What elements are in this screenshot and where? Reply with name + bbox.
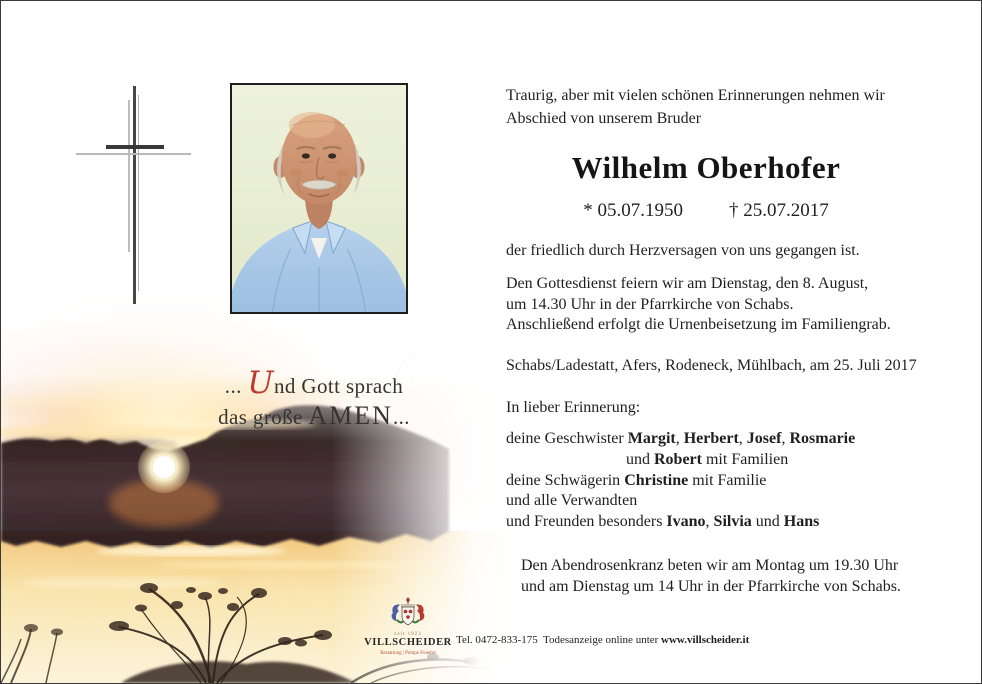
brand-name: VILLSCHEIDER [364, 637, 452, 648]
memory-text: und alle Verwandten [506, 492, 638, 510]
relative-name: Josef [746, 430, 782, 447]
service-line: um 14.30 Uhr in der Pfarrkirche von Schabs. [506, 295, 794, 313]
service-announcement [506, 274, 891, 336]
memory-text: und [751, 513, 784, 531]
mourning-family-list [506, 429, 855, 533]
service-line: Anschließend erfolgt die Urnenbeisetzung im Familiengrab. [506, 316, 891, 333]
verse-line [214, 365, 414, 401]
relative-name: Herbert [683, 430, 739, 447]
phone-number: Tel. 0472-833-175 [456, 634, 538, 646]
memory-line [506, 491, 855, 512]
death-date: † 25.07.2017 [729, 200, 829, 221]
verse-text: das große [218, 405, 309, 429]
brand-tagline: Bestattung | Pompe Funebri [380, 650, 436, 656]
portrait-photo [230, 83, 408, 314]
online-notice [543, 634, 749, 646]
website-url: www.villscheider.it [661, 634, 750, 646]
memory-text: , [675, 430, 684, 447]
place-dateline: Schabs/Ladestatt, Afers, Rodeneck, Mühlbach, am 25. Juli 2017 [506, 357, 917, 374]
verse-line [214, 401, 414, 431]
rosary-announcement [521, 555, 901, 597]
verse-text: nd Gott sprach [273, 374, 404, 398]
memory-text: , [705, 513, 714, 531]
memory-text: , [781, 430, 790, 447]
verse-initial-red: U [247, 365, 274, 401]
memory-text: deine Geschwister [506, 430, 628, 447]
verse-ellipsis: ... [392, 405, 410, 429]
service-line: Den Gottesdienst feiern wir am Dienstag, den 8. August, [506, 275, 869, 292]
memory-text: und Freunden besonders [506, 513, 667, 531]
relative-name: Ivano [666, 513, 706, 531]
memory-line [506, 512, 855, 533]
relative-name: Rosmarie [789, 430, 856, 447]
verse-amen: AMEN [308, 401, 393, 430]
memory-line [506, 471, 855, 492]
intro-line: Traurig, aber mit vielen schönen Erinnerungen nehmen wir [506, 87, 885, 104]
relative-name: Silvia [713, 513, 752, 531]
cross-light-line [138, 95, 140, 291]
brand-since: seit 1923 [394, 632, 422, 637]
mustache [302, 180, 336, 189]
villscheider-crest-icon [387, 596, 429, 630]
memory-text: und [626, 450, 654, 468]
funeral-home-logo [363, 596, 453, 656]
verse-ellipsis: ... [224, 374, 248, 398]
relative-name: Margit [627, 430, 676, 447]
memory-line [506, 429, 855, 450]
memory-line [506, 450, 855, 471]
rosary-line: und am Dienstag um 14 Uhr in der Pfarrkirche von Schabs. [521, 578, 901, 595]
memory-heading: In lieber Erinnerung: [506, 399, 641, 416]
rosary-line: Den Abendrosenkranz beten wir am Montag um 19.30 Uhr [521, 557, 899, 574]
cross-light-line [76, 153, 191, 155]
relative-name: Christine [624, 471, 689, 489]
birth-date: * 05.07.1950 [583, 200, 683, 221]
cross-vertical-line [133, 86, 136, 304]
verse-quote [214, 365, 414, 431]
memory-text: deine Schwägerin [506, 471, 625, 489]
deceased-name: Wilhelm Oberhofer [571, 150, 841, 185]
passing-line: der friedlich durch Herzversagen von uns gegangen ist. [506, 242, 860, 259]
relative-name: Robert [654, 450, 702, 468]
intro-text [506, 84, 885, 130]
online-notice-text: Todesanzeige online unter [543, 634, 662, 646]
cross-light-line [128, 100, 130, 252]
intro-line: Abschied von unserem Bruder [506, 110, 702, 127]
relative-name: Hans [783, 513, 820, 531]
memory-text: mit Familien [701, 450, 789, 468]
memory-text: , [738, 430, 747, 447]
life-dates [506, 200, 906, 222]
memorial-cross-icon [71, 86, 196, 308]
portrait-illustration [232, 85, 406, 312]
memory-text: mit Familie [688, 471, 767, 489]
cross-horizontal-bar [106, 145, 164, 149]
